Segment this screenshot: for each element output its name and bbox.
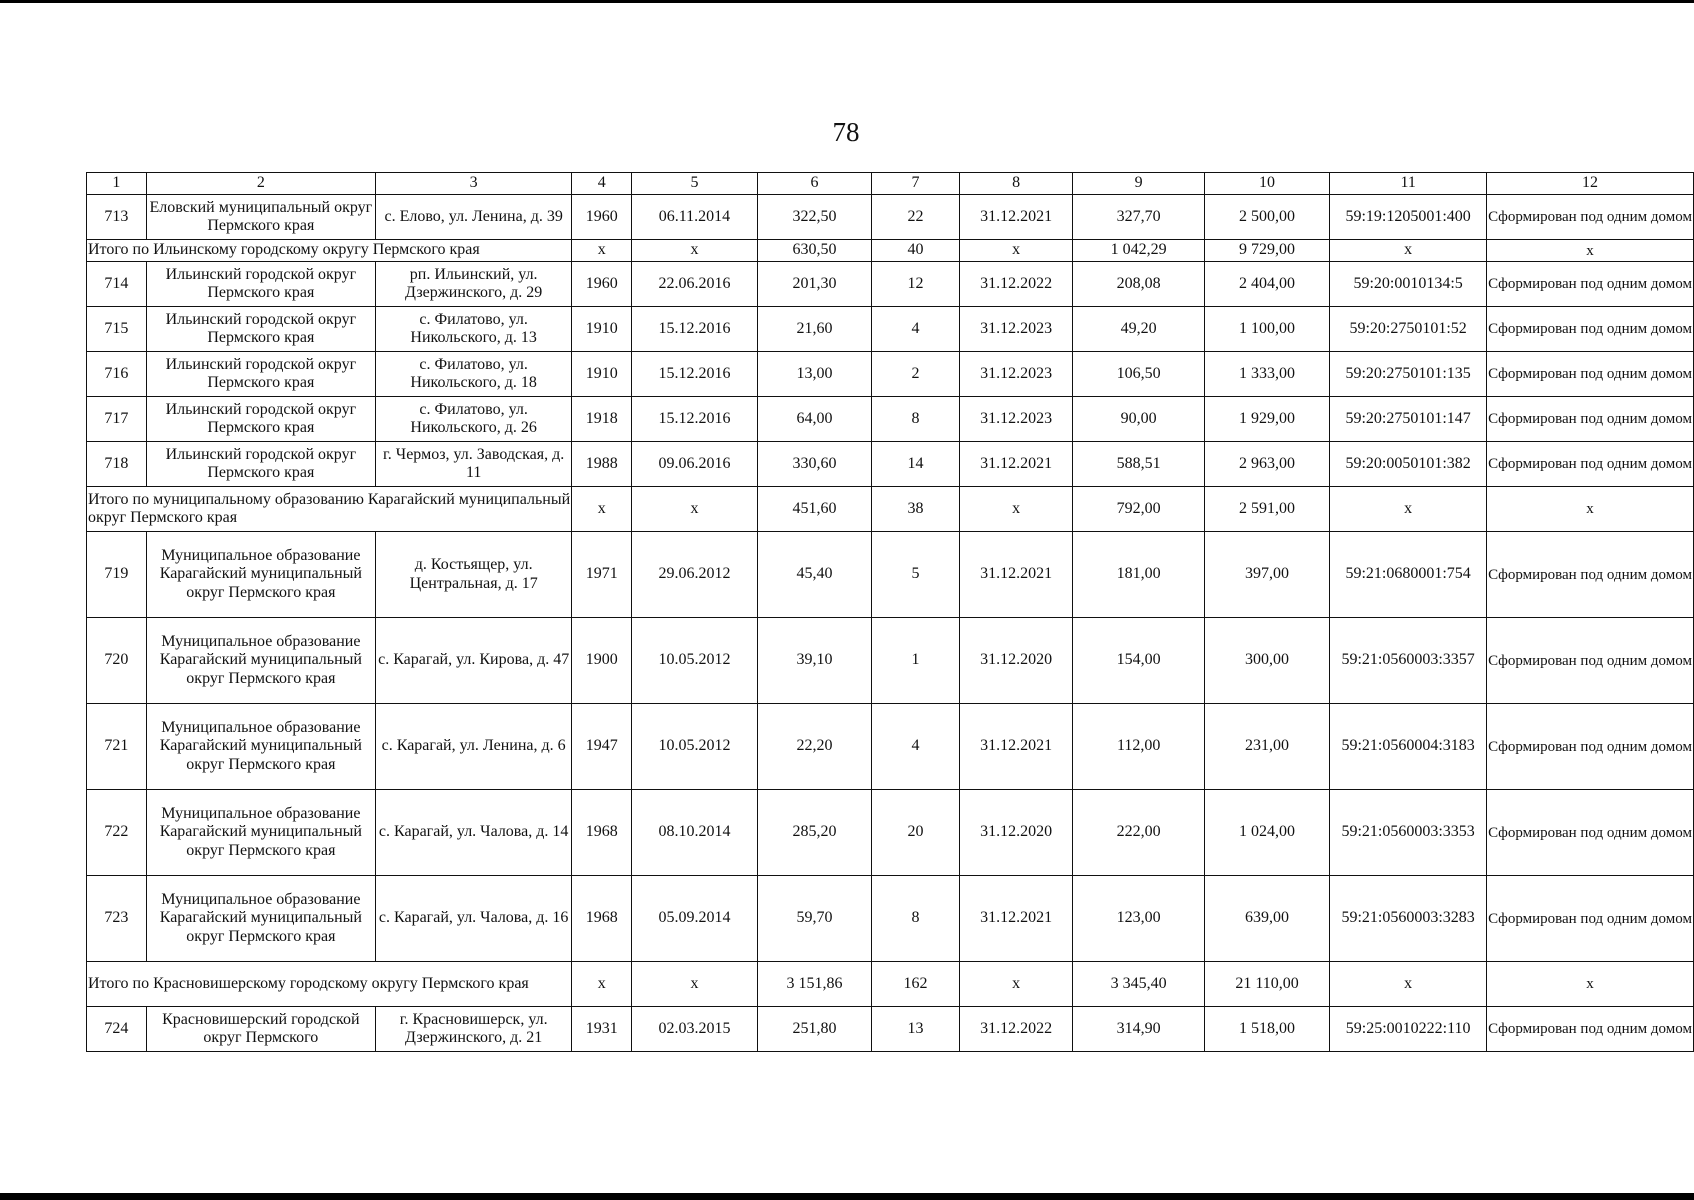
subtotal-cost: 9 729,00	[1204, 240, 1329, 262]
cell-municipality: Муниципальное образование Карагайский муниципальный округ Пермского края	[146, 876, 375, 962]
cell-status: Сформирован под одним домом	[1487, 397, 1694, 442]
subtotal-cadastral-number: x	[1330, 962, 1487, 1007]
cell-status: Сформирован под одним домом	[1487, 195, 1694, 240]
subtotal-date: x	[632, 962, 758, 1007]
cell-cadastral-number: 59:25:0010222:110	[1330, 1007, 1487, 1052]
cell-area: 201,30	[757, 262, 871, 307]
subtotal-label: Итого по Красновишерскому городскому округу Пермского края	[87, 962, 572, 1007]
cell-status: Сформирован под одним домом	[1487, 442, 1694, 487]
cell-area-total: 49,20	[1073, 307, 1204, 352]
cell-year: 1988	[572, 442, 632, 487]
subtotal-area-total: 1 042,29	[1073, 240, 1204, 262]
cell-area-total: 222,00	[1073, 790, 1204, 876]
cell-municipality: Муниципальное образование Карагайский муниципальный округ Пермского края	[146, 790, 375, 876]
cell-deadline: 31.12.2020	[959, 618, 1073, 704]
cell-cadastral-number: 59:21:0560003:3283	[1330, 876, 1487, 962]
cell-cost: 300,00	[1204, 618, 1329, 704]
cell-municipality: Ильинский городской округ Пермского края	[146, 442, 375, 487]
cell-residents: 14	[872, 442, 960, 487]
subtotal-deadline: x	[959, 240, 1073, 262]
cell-year: 1960	[572, 195, 632, 240]
cell-row-number: 719	[87, 532, 147, 618]
column-number-header: 6	[757, 173, 871, 195]
page-number: 78	[832, 117, 860, 147]
cell-area: 13,00	[757, 352, 871, 397]
table-row	[87, 1007, 1694, 1052]
subtotal-status: x	[1487, 487, 1694, 532]
cell-address: д. Костьящер, ул. Центральная, д. 17	[375, 532, 571, 618]
cell-status: Сформирован под одним домом	[1487, 876, 1694, 962]
cell-status: Сформирован под одним домом	[1487, 532, 1694, 618]
subtotal-cadastral-number: x	[1330, 240, 1487, 262]
subtotal-area-total: 792,00	[1073, 487, 1204, 532]
cell-year: 1910	[572, 352, 632, 397]
cell-date: 29.06.2012	[632, 532, 758, 618]
cell-year: 1968	[572, 790, 632, 876]
cell-cost: 2 963,00	[1204, 442, 1329, 487]
subtotal-deadline: x	[959, 962, 1073, 1007]
cell-area-total: 588,51	[1073, 442, 1204, 487]
cell-deadline: 31.12.2022	[959, 262, 1073, 307]
cell-residents: 5	[872, 532, 960, 618]
cell-residents: 13	[872, 1007, 960, 1052]
cell-residents: 1	[872, 618, 960, 704]
scan-edge-bottom	[0, 1193, 1694, 1200]
table-row	[87, 262, 1694, 307]
cell-status: Сформирован под одним домом	[1487, 1007, 1694, 1052]
subtotal-area: 3 151,86	[757, 962, 871, 1007]
cell-deadline: 31.12.2021	[959, 195, 1073, 240]
cell-area-total: 154,00	[1073, 618, 1204, 704]
cell-residents: 20	[872, 790, 960, 876]
cell-date: 05.09.2014	[632, 876, 758, 962]
cell-cost: 2 404,00	[1204, 262, 1329, 307]
cell-cost: 639,00	[1204, 876, 1329, 962]
subtotal-area-total: 3 345,40	[1073, 962, 1204, 1007]
cell-address: с. Филатово, ул. Никольского, д. 26	[375, 397, 571, 442]
subtotal-residents: 38	[872, 487, 960, 532]
scan-edge-top	[0, 0, 1694, 3]
cell-status: Сформирован под одним домом	[1487, 262, 1694, 307]
table-row	[87, 307, 1694, 352]
cell-cadastral-number: 59:21:0560003:3353	[1330, 790, 1487, 876]
cell-row-number: 717	[87, 397, 147, 442]
cell-date: 22.06.2016	[632, 262, 758, 307]
cell-year: 1947	[572, 704, 632, 790]
cell-row-number: 721	[87, 704, 147, 790]
cell-status: Сформирован под одним домом	[1487, 352, 1694, 397]
subtotal-label: Итого по муниципальному образованию Карагайский муниципальный округ Пермского края	[87, 487, 572, 532]
cell-date: 15.12.2016	[632, 397, 758, 442]
subtotal-label: Итого по Ильинскому городскому округу Пермского края	[87, 240, 572, 262]
cell-residents: 8	[872, 397, 960, 442]
subtotal-area: 451,60	[757, 487, 871, 532]
cell-residents: 4	[872, 307, 960, 352]
cell-deadline: 31.12.2021	[959, 442, 1073, 487]
cell-year: 1968	[572, 876, 632, 962]
cell-area-total: 208,08	[1073, 262, 1204, 307]
subtotal-status: x	[1487, 962, 1694, 1007]
cell-address: с. Елово, ул. Ленина, д. 39	[375, 195, 571, 240]
subtotal-deadline: x	[959, 487, 1073, 532]
cell-row-number: 715	[87, 307, 147, 352]
cell-deadline: 31.12.2023	[959, 352, 1073, 397]
cell-year: 1931	[572, 1007, 632, 1052]
cell-address: с. Филатово, ул. Никольского, д. 13	[375, 307, 571, 352]
column-number-header: 11	[1330, 173, 1487, 195]
subtotal-date: x	[632, 487, 758, 532]
cell-address: с. Карагай, ул. Чалова, д. 16	[375, 876, 571, 962]
table-row	[87, 442, 1694, 487]
cell-municipality: Ильинский городской округ Пермского края	[146, 352, 375, 397]
cell-row-number: 713	[87, 195, 147, 240]
cell-area: 330,60	[757, 442, 871, 487]
cell-area-total: 314,90	[1073, 1007, 1204, 1052]
cell-municipality: Муниципальное образование Карагайский муниципальный округ Пермского края	[146, 704, 375, 790]
cell-area-total: 123,00	[1073, 876, 1204, 962]
cell-residents: 12	[872, 262, 960, 307]
cell-cost: 397,00	[1204, 532, 1329, 618]
cell-row-number: 718	[87, 442, 147, 487]
cell-date: 08.10.2014	[632, 790, 758, 876]
cell-area: 45,40	[757, 532, 871, 618]
table-row	[87, 532, 1694, 618]
cell-cadastral-number: 59:20:0010134:5	[1330, 262, 1487, 307]
cell-residents: 4	[872, 704, 960, 790]
cell-row-number: 720	[87, 618, 147, 704]
subtotal-date: x	[632, 240, 758, 262]
cell-area-total: 90,00	[1073, 397, 1204, 442]
cell-date: 06.11.2014	[632, 195, 758, 240]
cell-address: с. Филатово, ул. Никольского, д. 18	[375, 352, 571, 397]
cell-address: рп. Ильинский, ул. Дзержинского, д. 29	[375, 262, 571, 307]
cell-area: 39,10	[757, 618, 871, 704]
column-number-header: 3	[375, 173, 571, 195]
subtotal-residents: 162	[872, 962, 960, 1007]
cell-deadline: 31.12.2020	[959, 790, 1073, 876]
subtotal-cost: 2 591,00	[1204, 487, 1329, 532]
cell-row-number: 716	[87, 352, 147, 397]
cell-cadastral-number: 59:20:2750101:52	[1330, 307, 1487, 352]
cell-cost: 1 333,00	[1204, 352, 1329, 397]
table-row	[87, 876, 1694, 962]
subtotal-cost: 21 110,00	[1204, 962, 1329, 1007]
table-row	[87, 790, 1694, 876]
cell-deadline: 31.12.2023	[959, 307, 1073, 352]
cell-year: 1918	[572, 397, 632, 442]
cell-area: 64,00	[757, 397, 871, 442]
cell-year: 1971	[572, 532, 632, 618]
subtotal-status: x	[1487, 240, 1694, 262]
column-number-header: 10	[1204, 173, 1329, 195]
cell-area: 59,70	[757, 876, 871, 962]
cell-deadline: 31.12.2021	[959, 876, 1073, 962]
cell-cadastral-number: 59:21:0680001:754	[1330, 532, 1487, 618]
table-row	[87, 352, 1694, 397]
cell-status: Сформирован под одним домом	[1487, 704, 1694, 790]
subtotal-year: x	[572, 240, 632, 262]
cell-municipality: Муниципальное образование Карагайский муниципальный округ Пермского края	[146, 618, 375, 704]
column-number-header: 12	[1487, 173, 1694, 195]
cell-address: с. Карагай, ул. Ленина, д. 6	[375, 704, 571, 790]
subtotal-row	[87, 962, 1694, 1007]
cell-area-total: 181,00	[1073, 532, 1204, 618]
cell-area: 285,20	[757, 790, 871, 876]
cell-cost: 2 500,00	[1204, 195, 1329, 240]
cell-cadastral-number: 59:21:0560003:3357	[1330, 618, 1487, 704]
subtotal-row	[87, 240, 1694, 262]
cell-area: 21,60	[757, 307, 871, 352]
table-row	[87, 704, 1694, 790]
cell-date: 10.05.2012	[632, 618, 758, 704]
table-row	[87, 397, 1694, 442]
cell-status: Сформирован под одним домом	[1487, 618, 1694, 704]
cell-municipality: Красновишерский городской округ Пермского	[146, 1007, 375, 1052]
cell-cadastral-number: 59:19:1205001:400	[1330, 195, 1487, 240]
cell-deadline: 31.12.2021	[959, 704, 1073, 790]
cell-area: 22,20	[757, 704, 871, 790]
cell-municipality: Ильинский городской округ Пермского края	[146, 397, 375, 442]
cell-cadastral-number: 59:20:0050101:382	[1330, 442, 1487, 487]
cell-area: 322,50	[757, 195, 871, 240]
cell-status: Сформирован под одним домом	[1487, 307, 1694, 352]
subtotal-year: x	[572, 962, 632, 1007]
cell-date: 15.12.2016	[632, 352, 758, 397]
housing-table	[86, 172, 1694, 1052]
cell-municipality: Муниципальное образование Карагайский муниципальный округ Пермского края	[146, 532, 375, 618]
cell-cost: 231,00	[1204, 704, 1329, 790]
cell-row-number: 723	[87, 876, 147, 962]
cell-deadline: 31.12.2023	[959, 397, 1073, 442]
column-number-header: 8	[959, 173, 1073, 195]
subtotal-area: 630,50	[757, 240, 871, 262]
subtotal-row	[87, 487, 1694, 532]
cell-cadastral-number: 59:21:0560004:3183	[1330, 704, 1487, 790]
cell-cost: 1 024,00	[1204, 790, 1329, 876]
cell-date: 10.05.2012	[632, 704, 758, 790]
cell-address: г. Чермоз, ул. Заводская, д. 11	[375, 442, 571, 487]
cell-residents: 8	[872, 876, 960, 962]
cell-address: с. Карагай, ул. Чалова, д. 14	[375, 790, 571, 876]
cell-deadline: 31.12.2021	[959, 532, 1073, 618]
subtotal-year: x	[572, 487, 632, 532]
cell-cost: 1 100,00	[1204, 307, 1329, 352]
cell-municipality: Еловский муниципальный округ Пермского края	[146, 195, 375, 240]
cell-area-total: 327,70	[1073, 195, 1204, 240]
subtotal-residents: 40	[872, 240, 960, 262]
column-number-header: 9	[1073, 173, 1204, 195]
cell-cost: 1 518,00	[1204, 1007, 1329, 1052]
cell-address: г. Красновишерск, ул. Дзержинского, д. 21	[375, 1007, 571, 1052]
table-row	[87, 195, 1694, 240]
cell-row-number: 724	[87, 1007, 147, 1052]
column-number-header: 2	[146, 173, 375, 195]
column-number-header: 4	[572, 173, 632, 195]
table-header-row	[87, 173, 1694, 195]
cell-deadline: 31.12.2022	[959, 1007, 1073, 1052]
cell-address: с. Карагай, ул. Кирова, д. 47	[375, 618, 571, 704]
cell-area-total: 106,50	[1073, 352, 1204, 397]
column-number-header: 7	[872, 173, 960, 195]
cell-cadastral-number: 59:20:2750101:135	[1330, 352, 1487, 397]
cell-row-number: 714	[87, 262, 147, 307]
column-number-header: 1	[87, 173, 147, 195]
cell-residents: 2	[872, 352, 960, 397]
cell-residents: 22	[872, 195, 960, 240]
cell-cost: 1 929,00	[1204, 397, 1329, 442]
cell-year: 1900	[572, 618, 632, 704]
cell-row-number: 722	[87, 790, 147, 876]
cell-area: 251,80	[757, 1007, 871, 1052]
cell-cadastral-number: 59:20:2750101:147	[1330, 397, 1487, 442]
cell-municipality: Ильинский городской округ Пермского края	[146, 262, 375, 307]
cell-year: 1910	[572, 307, 632, 352]
cell-status: Сформирован под одним домом	[1487, 790, 1694, 876]
cell-area-total: 112,00	[1073, 704, 1204, 790]
subtotal-cadastral-number: x	[1330, 487, 1487, 532]
cell-date: 02.03.2015	[632, 1007, 758, 1052]
column-number-header: 5	[632, 173, 758, 195]
table-row	[87, 618, 1694, 704]
cell-year: 1960	[572, 262, 632, 307]
cell-date: 15.12.2016	[632, 307, 758, 352]
cell-date: 09.06.2016	[632, 442, 758, 487]
cell-municipality: Ильинский городской округ Пермского края	[146, 307, 375, 352]
